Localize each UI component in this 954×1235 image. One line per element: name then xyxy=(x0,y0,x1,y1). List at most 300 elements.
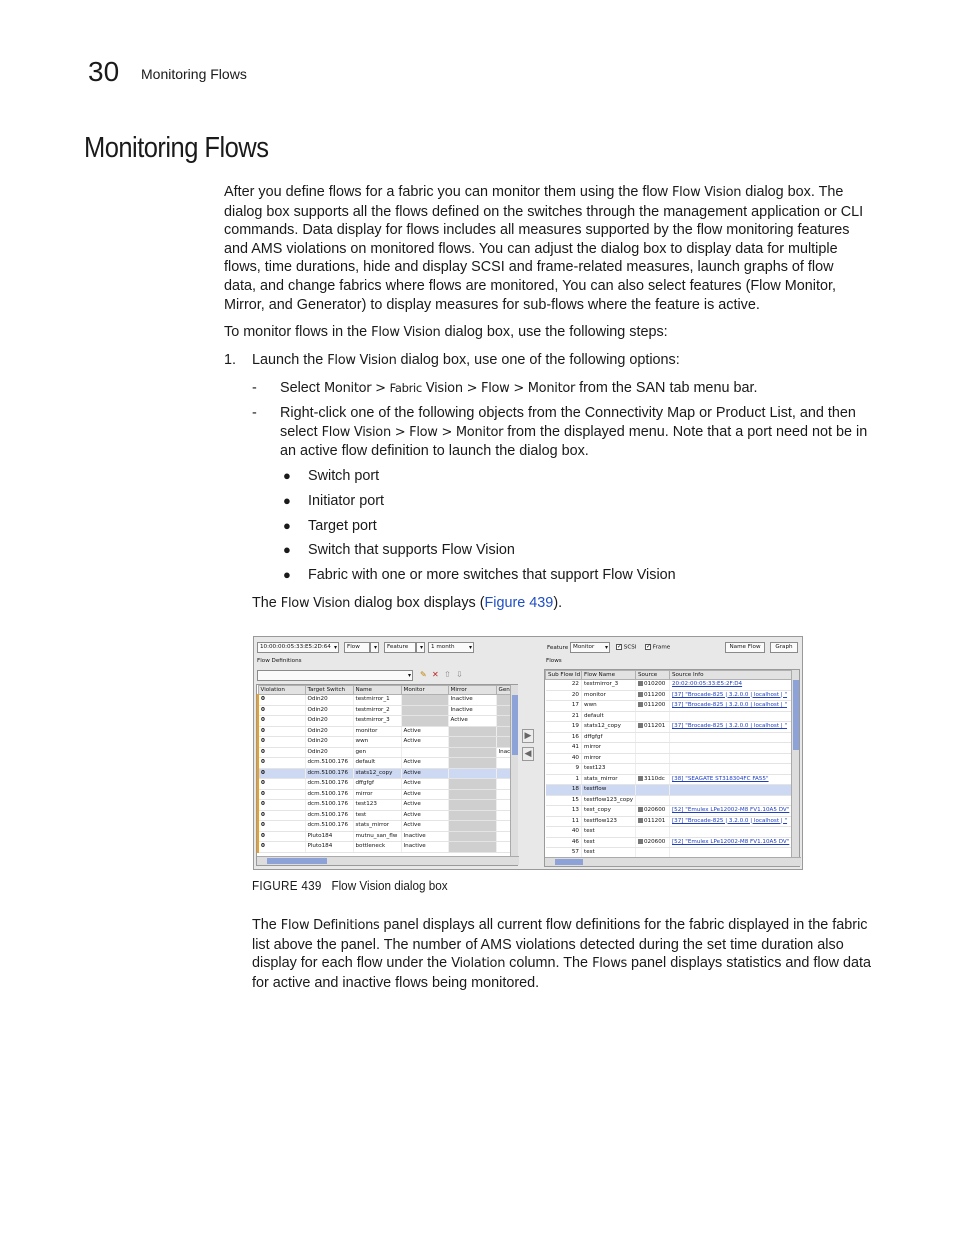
table-row[interactable] xyxy=(546,774,792,785)
table-row[interactable] xyxy=(258,726,511,737)
table-cell xyxy=(496,737,511,748)
table-cell xyxy=(670,743,792,754)
table-cell xyxy=(636,711,670,722)
feature-button[interactable]: Feature xyxy=(384,642,416,653)
table-cell: 0 xyxy=(258,695,305,706)
table-row[interactable] xyxy=(258,779,511,790)
table-cell xyxy=(636,764,670,775)
table-cell: 0 xyxy=(258,842,305,853)
dash1-ui-fabric: Fabric xyxy=(389,381,422,395)
table-cell: 0 xyxy=(258,779,305,790)
table-cell: default xyxy=(582,711,636,722)
device-icon xyxy=(638,818,643,823)
table-cell xyxy=(670,827,792,838)
page-title: Monitoring Flows xyxy=(84,132,269,164)
feature-label: Feature xyxy=(547,645,569,651)
table-cell xyxy=(448,768,496,779)
figure-reference-paragraph xyxy=(252,594,562,614)
flow-definitions-panel xyxy=(256,684,518,866)
device-icon xyxy=(638,839,643,844)
table-cell: dcm.5100.176 xyxy=(305,779,353,790)
table-cell: Active xyxy=(401,726,448,737)
figure-caption xyxy=(252,878,448,893)
chapter-number: 30 xyxy=(88,56,120,87)
dash-option-1 xyxy=(280,379,870,399)
table-cell: test_copy xyxy=(582,806,636,817)
table-row[interactable] xyxy=(258,716,511,727)
table-cell: Active xyxy=(401,768,448,779)
table-cell: 0 xyxy=(258,726,305,737)
table-cell: Active xyxy=(401,789,448,800)
edit-icon[interactable]: ✎ xyxy=(420,670,427,679)
table-cell: Inactive xyxy=(401,831,448,842)
table-row[interactable] xyxy=(258,789,511,800)
table-cell: 0 xyxy=(258,747,305,758)
table-cell xyxy=(670,764,792,775)
table-cell: 0 xyxy=(258,810,305,821)
column-header[interactable]: Monitor xyxy=(401,686,448,695)
table-row[interactable] xyxy=(546,732,792,743)
table-cell xyxy=(636,732,670,743)
table-cell xyxy=(670,701,792,712)
table-row[interactable] xyxy=(258,831,511,842)
table-cell xyxy=(636,774,670,785)
table-cell xyxy=(670,690,792,701)
table-cell xyxy=(670,785,792,796)
table-cell: Active xyxy=(401,779,448,790)
source-id: 011200 xyxy=(644,691,666,698)
table-cell: dcm.5100.176 xyxy=(305,768,353,779)
table-cell: Odin20 xyxy=(305,716,353,727)
source-id: 011201 xyxy=(644,723,666,730)
figure-number: FIGURE 439 xyxy=(252,878,322,893)
table-cell: wwn xyxy=(582,701,636,712)
table-row[interactable] xyxy=(546,680,792,691)
p3-text-a: The xyxy=(252,595,281,611)
name-flow-button[interactable]: Name Flow xyxy=(725,642,765,653)
source-info-link[interactable]: [37] "Brocade-825 | 3.2.0.0 | localhost | " xyxy=(672,691,788,698)
step-number: 1. xyxy=(224,352,237,368)
table-cell: dcm.5100.176 xyxy=(305,821,353,832)
table-cell: test xyxy=(582,837,636,848)
table-row[interactable] xyxy=(546,795,792,806)
table-cell: 13 xyxy=(546,806,582,817)
graph-button[interactable]: Graph xyxy=(770,642,798,653)
table-cell: dffgfgf xyxy=(582,732,636,743)
table-cell: dcm.5100.176 xyxy=(305,800,353,811)
table-row[interactable] xyxy=(546,711,792,722)
table-cell xyxy=(670,816,792,827)
dash1-text-a: Select xyxy=(280,380,324,396)
vertical-scrollbar[interactable] xyxy=(791,670,799,857)
table-cell: 21 xyxy=(546,711,582,722)
table-cell: Inac xyxy=(496,747,511,758)
flow-button[interactable]: Flow xyxy=(344,642,370,653)
table-row[interactable] xyxy=(258,737,511,748)
table-cell: dcm.5100.176 xyxy=(305,789,353,800)
device-icon xyxy=(638,702,643,707)
table-cell xyxy=(670,753,792,764)
table-cell: 9 xyxy=(546,764,582,775)
table-cell xyxy=(448,810,496,821)
p2-ui-term: Flow Vision xyxy=(371,325,441,340)
table-row[interactable] xyxy=(258,747,511,758)
table-row[interactable] xyxy=(258,758,511,769)
table-cell: 0 xyxy=(258,768,305,779)
table-cell xyxy=(670,795,792,806)
table-cell xyxy=(448,831,496,842)
fabric-select[interactable]: 10:00:00:05:33:E5:2D:64 ▾ xyxy=(257,642,339,653)
vertical-scrollbar[interactable] xyxy=(510,685,518,856)
table-cell: Odin20 xyxy=(305,737,353,748)
table-cell: 40 xyxy=(546,827,582,838)
move-down-icon[interactable]: ⇩ xyxy=(456,670,463,679)
column-header[interactable]: Mirror xyxy=(448,686,496,695)
table-cell xyxy=(448,758,496,769)
bullet-dot: ● xyxy=(283,567,291,582)
table-row[interactable] xyxy=(546,785,792,796)
table-cell xyxy=(448,821,496,832)
steps-intro xyxy=(224,323,869,343)
flow-vision-screenshot xyxy=(253,636,803,870)
table-cell: Active xyxy=(401,810,448,821)
dash-marker: - xyxy=(252,405,257,421)
table-cell: 0 xyxy=(258,789,305,800)
remove-from-flows-arrow[interactable]: ◀ xyxy=(522,747,534,761)
table-cell: test xyxy=(353,810,401,821)
table-cell xyxy=(401,716,448,727)
bullet-dot: ● xyxy=(283,518,291,533)
table-row[interactable] xyxy=(258,768,511,779)
table-cell: 20 xyxy=(546,690,582,701)
table-cell: default xyxy=(353,758,401,769)
table-row[interactable] xyxy=(546,827,792,838)
bullet-dot: ● xyxy=(283,542,291,557)
p4-ui-violation: Violation xyxy=(451,956,506,972)
table-cell xyxy=(496,716,511,727)
table-cell: 19 xyxy=(546,722,582,733)
dash1-ui-monitor: Monitor > xyxy=(324,381,390,396)
p4-text-c: panel displays all current flow definitions for the fabric displayed in the fabric list above the panel. The number of AMS violations detected during the set time duration also display for each flow under the xyxy=(252,917,868,972)
table-cell: 22 xyxy=(546,680,582,691)
add-to-flows-arrow[interactable]: ▶ xyxy=(522,729,534,743)
table-cell xyxy=(448,737,496,748)
p4-ui-flow-definitions: Flow Definitions xyxy=(280,918,380,933)
table-cell: gen xyxy=(353,747,401,758)
table-cell: monitor xyxy=(582,690,636,701)
table-cell: 0 xyxy=(258,821,305,832)
table-cell: stats_mirror xyxy=(582,774,636,785)
table-cell: Active xyxy=(448,716,496,727)
table-cell: Active xyxy=(401,821,448,832)
column-header[interactable]: Name xyxy=(353,686,401,695)
chapter-title: Monitoring Flows xyxy=(141,66,247,82)
figure-caption-text: Flow Vision dialog box xyxy=(331,878,448,893)
table-cell: 0 xyxy=(258,716,305,727)
step1-text-c: dialog box, use one of the following options: xyxy=(396,352,680,368)
table-cell xyxy=(496,705,511,716)
p4-text-e: column. The xyxy=(505,955,593,972)
table-cell xyxy=(670,806,792,817)
table-row[interactable] xyxy=(258,800,511,811)
flow-definitions-label: Flow Definitions xyxy=(257,658,302,664)
table-cell: dcm.5100.176 xyxy=(305,758,353,769)
table-cell xyxy=(496,726,511,737)
source-id: 3110dc xyxy=(644,775,665,782)
frame-checkbox[interactable]: ✓ Frame xyxy=(646,643,671,651)
table-row[interactable] xyxy=(546,837,792,848)
column-header[interactable]: Source Info xyxy=(670,671,792,680)
table-cell: test123 xyxy=(353,800,401,811)
p2-text-c: dialog box, use the following steps: xyxy=(440,324,668,340)
horizontal-scrollbar[interactable] xyxy=(257,856,519,865)
figure-439-link[interactable]: Figure 439 xyxy=(484,595,554,611)
table-cell: Odin20 xyxy=(305,747,353,758)
dash2-text-a: Right-click one of the following objects from the Connectivity Map or Product List, and then select xyxy=(280,405,856,440)
table-row[interactable] xyxy=(258,821,511,832)
table-cell xyxy=(496,789,511,800)
definitions-filter-select[interactable] xyxy=(257,670,413,681)
p3-text-c: dialog box displays ( xyxy=(350,595,485,611)
column-header[interactable]: Gen xyxy=(496,686,511,695)
table-cell: dffgfgf xyxy=(353,779,401,790)
table-cell: 16 xyxy=(546,732,582,743)
column-header[interactable]: Flow Name xyxy=(582,671,636,680)
table-cell: testmirror_3 xyxy=(582,680,636,691)
duration-select[interactable]: 1 month ▾ xyxy=(428,642,474,653)
table-cell: stats_mirror xyxy=(353,821,401,832)
source-info-link[interactable]: [52] "Emulex LPe12002-M8 FV1.10A5 DV" xyxy=(672,838,790,845)
device-icon xyxy=(638,681,643,686)
table-cell: Active xyxy=(401,758,448,769)
source-id: 020600 xyxy=(644,838,666,845)
table-cell xyxy=(636,722,670,733)
table-cell: Inactive xyxy=(401,842,448,853)
table-cell: dcm.5100.176 xyxy=(305,810,353,821)
table-cell: Active xyxy=(401,737,448,748)
column-header[interactable]: Violation xyxy=(258,686,305,695)
dash-option-2 xyxy=(280,404,872,461)
table-cell: testmirror_3 xyxy=(353,716,401,727)
table-cell: 40 xyxy=(546,753,582,764)
table-cell: testflow xyxy=(582,785,636,796)
table-cell xyxy=(496,810,511,821)
table-cell: mirror xyxy=(582,753,636,764)
table-cell xyxy=(448,726,496,737)
table-row[interactable] xyxy=(546,701,792,712)
table-cell: 18 xyxy=(546,785,582,796)
dash1-text-e: from the SAN tab menu bar. xyxy=(575,380,758,396)
table-cell xyxy=(670,837,792,848)
table-cell: testflow123_copy xyxy=(582,795,636,806)
p1-text-c: dialog box. The dialog box supports all the flows defined on the switches through the management application or CLI commands. Data display for flows includes all measures supported by the flow monitoring features and AMS violations on monitored flows. You can adjust the dialog box to display data for multiple flows, time durations, hide and display SCSI and frame-related measures, launch graphs of flow data, and change fabrics where flows are monitored, You can also select features (Flow Monitor, Mirror, and Generator) to display measures for sub-flows where the feature is active. xyxy=(224,184,864,313)
source-id: 010200 xyxy=(644,681,666,688)
table-row[interactable] xyxy=(546,753,792,764)
table-cell xyxy=(496,821,511,832)
flow-menu-arrow[interactable] xyxy=(370,642,379,653)
table-cell: 46 xyxy=(546,837,582,848)
table-cell: testmirror_1 xyxy=(353,695,401,706)
source-info-link[interactable]: [37] "Brocade-825 | 3.2.0.0 | localhost | " xyxy=(672,817,788,824)
intro-paragraph xyxy=(224,183,869,314)
table-cell: Pluto184 xyxy=(305,842,353,853)
table-row[interactable] xyxy=(546,690,792,701)
source-info-link[interactable]: 20:02:00:05:33:E5:2F:D4 xyxy=(672,681,743,688)
device-icon xyxy=(638,776,643,781)
table-cell: bottleneck xyxy=(353,842,401,853)
table-row[interactable] xyxy=(546,816,792,827)
table-cell xyxy=(636,827,670,838)
table-cell: 0 xyxy=(258,831,305,842)
table-cell xyxy=(496,768,511,779)
table-cell xyxy=(636,753,670,764)
table-cell xyxy=(401,695,448,706)
source-info-link[interactable]: [38] "SEAGATE ST318304FC FA55" xyxy=(672,775,769,782)
dash1-ui-path: Vision > Flow > Monitor xyxy=(421,381,576,396)
list-item: Fabric with one or more switches that support Flow Vision xyxy=(308,567,676,583)
step1-ui-term: Flow Vision xyxy=(327,353,397,368)
table-row[interactable] xyxy=(546,806,792,817)
table-cell: stats12_copy xyxy=(353,768,401,779)
list-item: Switch port xyxy=(308,468,380,484)
flows-panel xyxy=(544,669,800,867)
table-cell: testmirror_2 xyxy=(353,705,401,716)
table-cell xyxy=(496,758,511,769)
table-cell: mirror xyxy=(582,743,636,754)
table-cell: stats12_copy xyxy=(582,722,636,733)
list-item: Target port xyxy=(308,518,377,534)
remove-icon[interactable]: ✕ xyxy=(432,670,439,679)
column-header[interactable]: Target Switch xyxy=(305,686,353,695)
flows-table xyxy=(545,670,792,859)
source-info-link[interactable]: [37] "Brocade-825 | 3.2.0.0 | localhost | " xyxy=(672,702,788,709)
table-cell xyxy=(496,831,511,842)
step1-text-a: Launch the xyxy=(252,352,328,368)
table-cell xyxy=(496,779,511,790)
source-id: 011200 xyxy=(644,702,666,709)
p4-ui-flows: Flows xyxy=(592,956,628,972)
table-cell: testflow123 xyxy=(582,816,636,827)
table-cell xyxy=(636,680,670,691)
table-row[interactable] xyxy=(258,705,511,716)
table-cell: wwn xyxy=(353,737,401,748)
p3-ui-term: Flow Vision xyxy=(280,596,351,611)
bullet-dot: ● xyxy=(283,468,291,483)
table-cell xyxy=(401,705,448,716)
table-row[interactable] xyxy=(546,722,792,733)
feature-select[interactable]: Monitor ▾ xyxy=(570,642,610,653)
column-header[interactable]: Sub Flow Id xyxy=(546,671,582,680)
source-id: 020600 xyxy=(644,807,666,814)
table-cell: monitor xyxy=(353,726,401,737)
p1-ui-term: Flow Vision xyxy=(671,185,742,200)
table-row[interactable] xyxy=(546,764,792,775)
table-cell xyxy=(636,743,670,754)
flow-definitions-table xyxy=(257,685,512,853)
table-cell xyxy=(670,711,792,722)
table-cell xyxy=(636,806,670,817)
p4-text-g: panel displays statistics and flow data for active and inactive flows being monitored. xyxy=(252,955,871,991)
table-row[interactable] xyxy=(546,743,792,754)
table-cell: 1 xyxy=(546,774,582,785)
dash2-ui-path: Flow Vision > Flow > Monitor xyxy=(321,424,504,440)
table-cell: 0 xyxy=(258,800,305,811)
flows-label: Flows xyxy=(546,658,562,664)
list-item: Switch that supports Flow Vision xyxy=(308,542,515,558)
device-icon xyxy=(638,807,643,812)
table-cell xyxy=(636,701,670,712)
table-cell: Odin20 xyxy=(305,695,353,706)
table-cell xyxy=(670,774,792,785)
table-cell: Odin20 xyxy=(305,726,353,737)
bullet-dot: ● xyxy=(283,493,291,508)
table-cell xyxy=(636,816,670,827)
table-cell: Pluto184 xyxy=(305,831,353,842)
table-cell: test123 xyxy=(582,764,636,775)
device-icon xyxy=(638,692,643,697)
scsi-checkbox[interactable]: ✓ SCSI xyxy=(617,643,637,651)
table-cell xyxy=(448,789,496,800)
table-cell: 57 xyxy=(546,848,582,859)
table-cell: 11 xyxy=(546,816,582,827)
source-info-link[interactable]: [52] "Emulex LPe12002-M8 FV1.10A5 DV" xyxy=(672,807,790,814)
table-cell xyxy=(670,722,792,733)
column-header[interactable]: Source xyxy=(636,671,670,680)
table-cell: mutnu_san_flw xyxy=(353,831,401,842)
p2-text-a: To monitor flows in the xyxy=(224,324,372,340)
move-up-icon[interactable]: ⇧ xyxy=(444,670,451,679)
table-row[interactable] xyxy=(258,695,511,706)
horizontal-scrollbar[interactable] xyxy=(545,857,801,866)
table-cell xyxy=(448,747,496,758)
table-cell xyxy=(496,695,511,706)
table-cell: test xyxy=(582,848,636,859)
table-cell: 0 xyxy=(258,705,305,716)
table-cell: 15 xyxy=(546,795,582,806)
table-cell xyxy=(448,842,496,853)
table-cell xyxy=(496,800,511,811)
table-row[interactable] xyxy=(258,810,511,821)
table-cell: 41 xyxy=(546,743,582,754)
panels-description xyxy=(252,916,872,992)
table-row[interactable] xyxy=(258,842,511,853)
list-item: Initiator port xyxy=(308,493,384,509)
table-cell xyxy=(670,732,792,743)
table-cell xyxy=(670,680,792,691)
table-cell xyxy=(401,747,448,758)
table-cell xyxy=(496,842,511,853)
p4-text-a: The xyxy=(252,917,281,933)
step-1 xyxy=(252,351,872,371)
source-info-link[interactable]: [37] "Brocade-825 | 3.2.0.0 | localhost | " xyxy=(672,723,788,730)
table-cell: mirror xyxy=(353,789,401,800)
feature-menu-arrow[interactable] xyxy=(416,642,425,653)
table-cell xyxy=(448,800,496,811)
table-cell xyxy=(636,795,670,806)
table-cell xyxy=(636,690,670,701)
dash2-text-c: from the displayed menu. Note that a port need not be in an active flow definition to launch the dialog box. xyxy=(280,423,868,460)
p3-text-d: ). xyxy=(553,595,563,611)
table-cell: 17 xyxy=(546,701,582,712)
table-cell xyxy=(636,837,670,848)
source-id: 011201 xyxy=(644,817,666,824)
table-cell: Active xyxy=(401,800,448,811)
table-cell: Inactive xyxy=(448,695,496,706)
table-cell xyxy=(636,785,670,796)
table-cell: 0 xyxy=(258,758,305,769)
device-icon xyxy=(638,723,643,728)
table-cell: Inactive xyxy=(448,705,496,716)
